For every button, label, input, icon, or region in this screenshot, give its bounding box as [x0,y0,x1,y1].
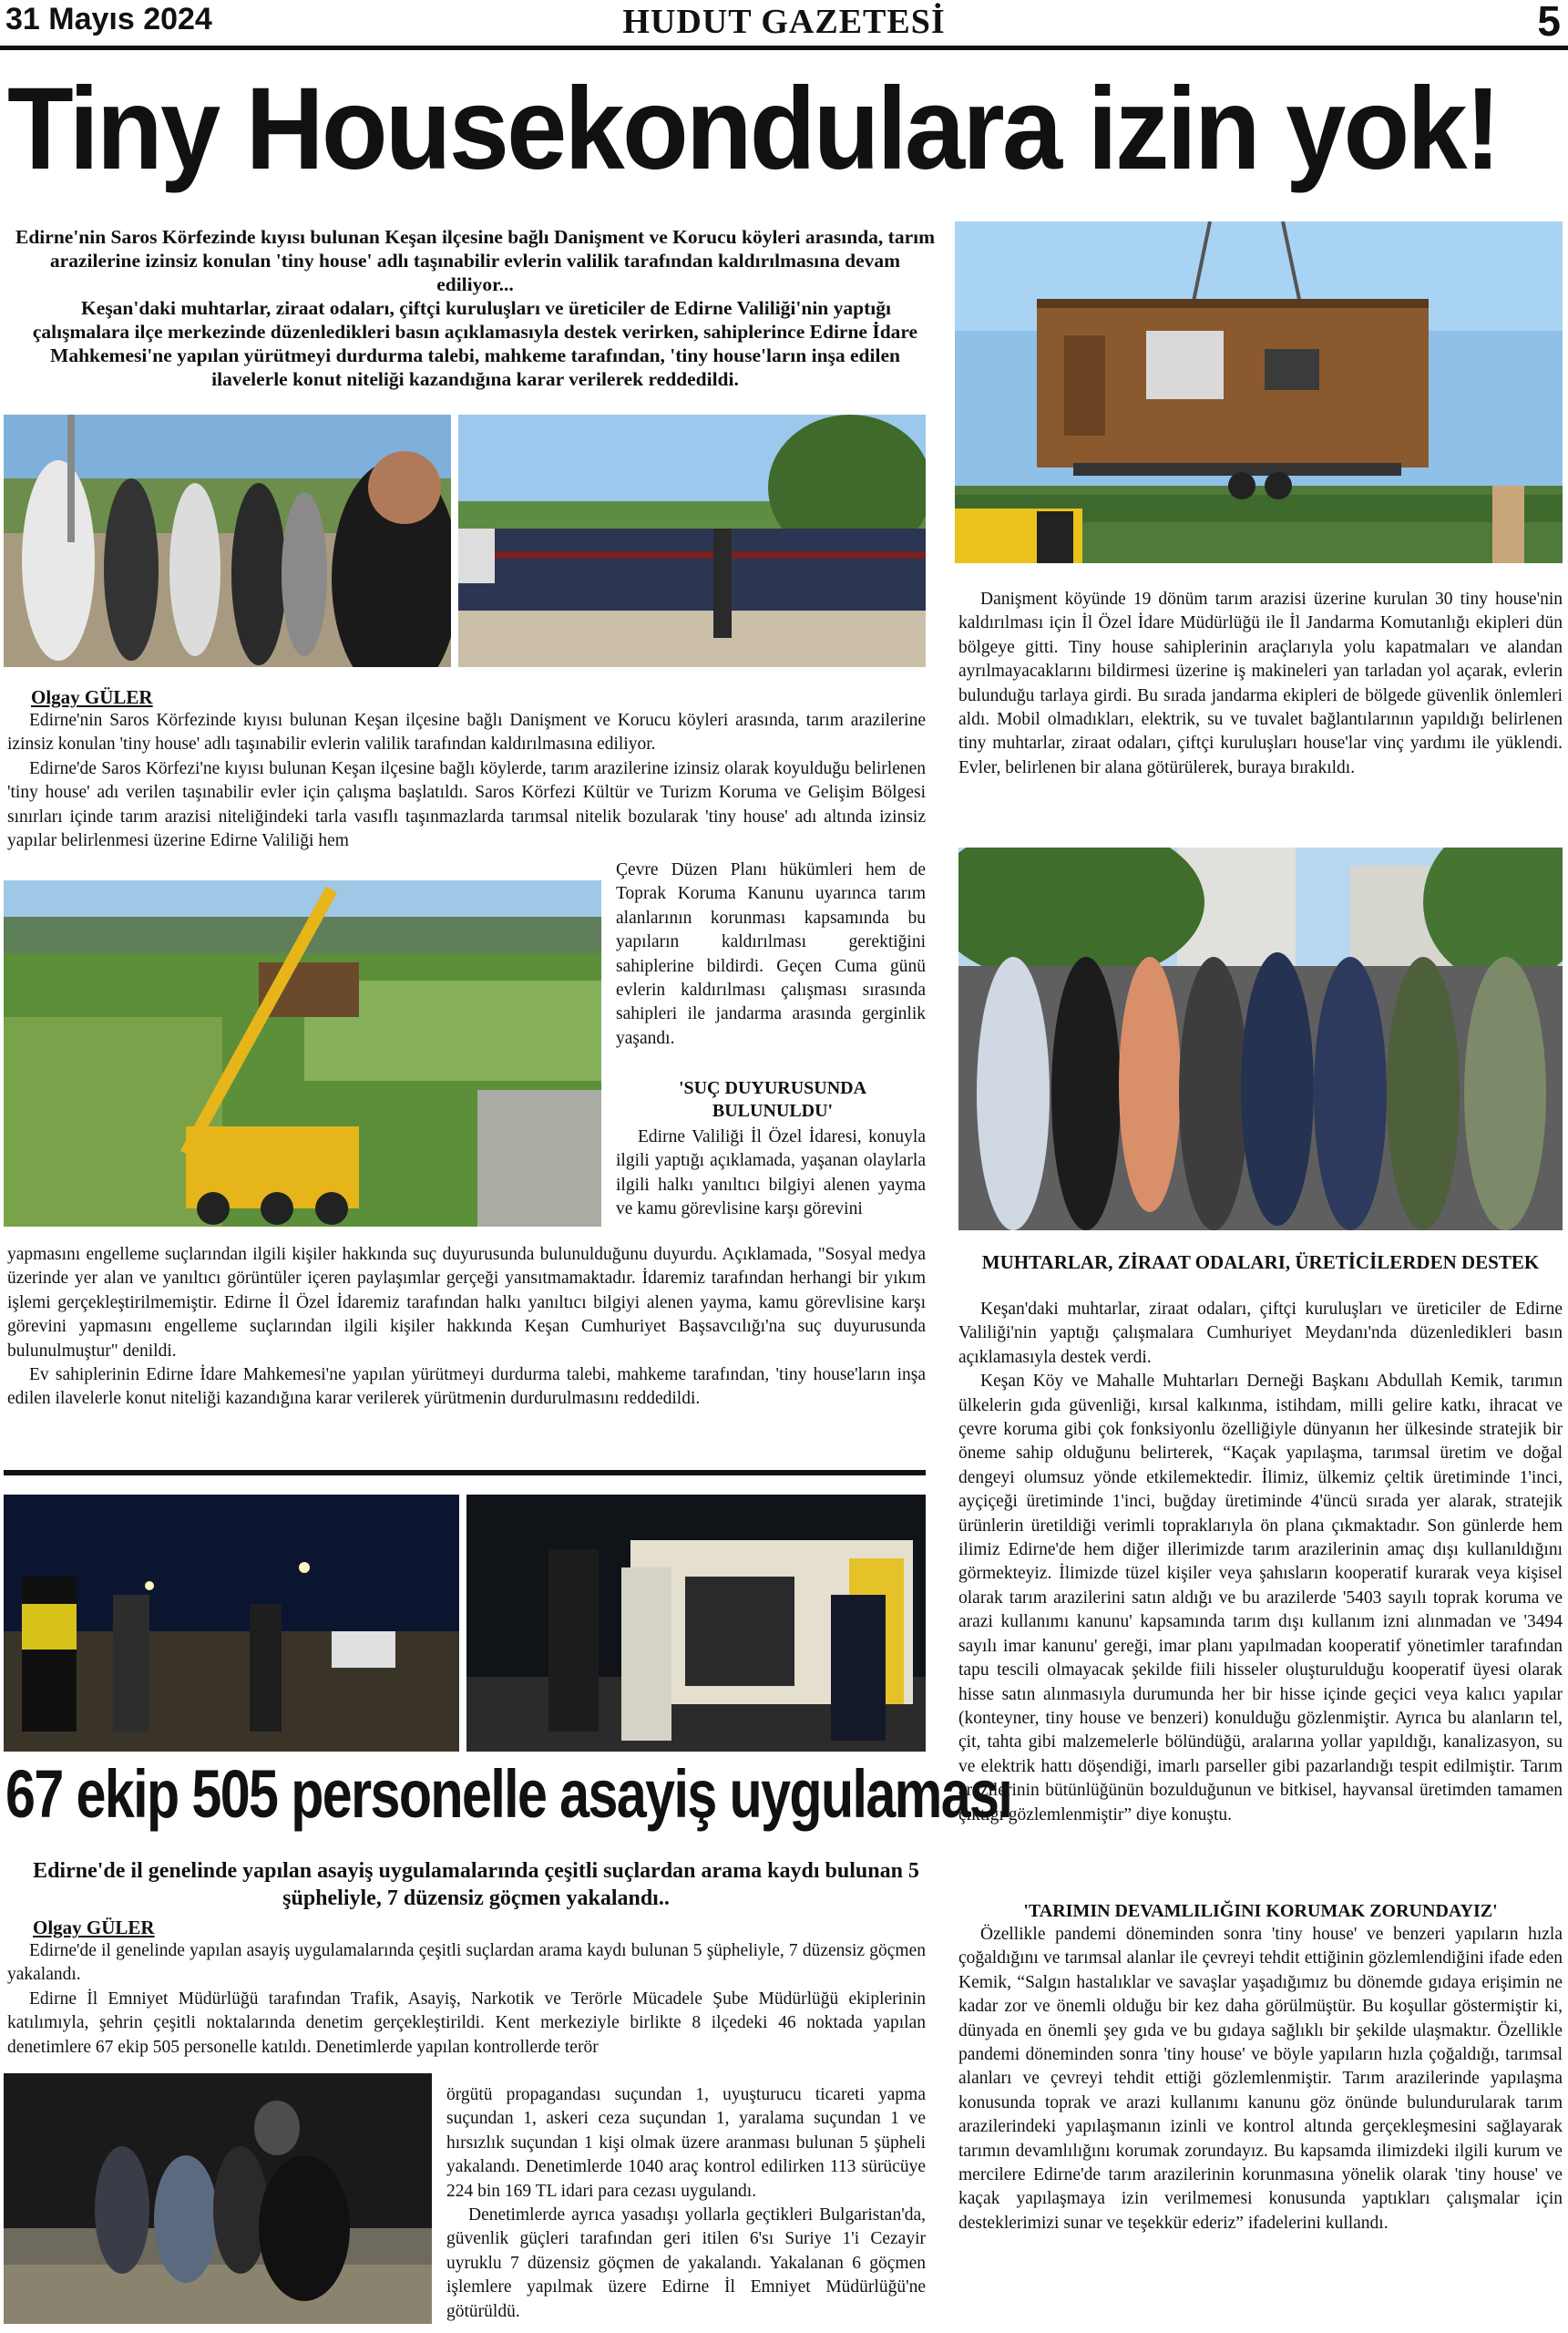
header-rule [0,46,1568,50]
body-paragraph: Keşan Köy ve Mahalle Muhtarları Derneği Başkanı Abdullah Kemik, tarımın ülkelerin gıda güvenliği, kırsal kalkınma, istihdam, milli gelire katkı, ihracat ve çevre koruma gibi çok fonksiyonlu özelliğiyle dünyanın her ülkesinde stratejik bir öneme sahip olduğunu belirterek, “Kaçak yapılaşma, tarımsal üretim ve doğal dengeyi olumsuz yönde etkilemektedir. İlimiz, ülkemiz çeltik üretiminde 1'inci, ayçiçeği üretiminde 1'inci, buğday üretiminde 4'üncü sırada yer alarak, stratejik ürünlerin üretildiği verimli topraklarıyla ön plana çıkmaktadır. Son günlerde hem ilimiz Edirne'de hem diğer illerimizde tarım arazilerinin amaç dışı kullanıldığını görmekteyiz. İlimizde tüzel kişiler veya şahısların kooperatif kurarak veya kişisel olarak tarım arazilerini satın aldığı ve bu arazilerde '5403 sayılı toprak koruma ve arazi kullanımı kanunu' kapsamında tarım dışı kullanım izni alınmadan ve '3494 sayılı imar kanunu' gereği, imar planı yapılmadan kooperatif yönetimler tarafından tapu tescili olmayacak şekilde fiili hisseler oluşturulduğu kooperatif üyesi olarak hisse satın alınmasıyla durumunda her bir hisse içinde geçici veya kalıcı yapılar (konteyner, tiny house ve benzeri) konulduğu gözlenmiştir. Ayrıca bu alanların tel, çit, tahta gibi malzemelerle bölündüğü, aralarına yollar yapıldığı, kanalizasyon, su ve elektrik hattı döşendiği, imarlı parseller gibi pazarlandığı tespit edilmiştir. Tarım arazilerinin bütünlüğünün bozulduğunun ve bitkisel, hayvansal üretimden tamamen çıktığı gözlemlenmiştir” diye konuştu. [958,1372,1563,1824]
article-lead [13,225,938,391]
second-headline: 67 ekip 505 personelle asayiş uygulaması [5,1756,1012,1832]
section-subhead: MUHTARLAR, ZİRAAT ODALARI, ÜRETİCİLERDEN DESTEK [981,1251,1540,1273]
photo-night-inspection [466,1495,926,1752]
second-article-body [7,1939,926,2060]
body-paragraph: yapmasını engelleme suçlarından ilgili kişiler hakkında suç duyurusunda bulunulduğunu duyurdu. Açıklamada, "Sosyal medya üzerinde yer alan ve yanıltıcı görüntüler içeren paylaşımlar gerçeği yansıtmamaktadır. İdaremiz tarafından herhangi bir yıkım işlemi gerçekleştirilmemiştir. Edirne İl Özel İdaremiz tarafından halkı yanıltıcı bilgiyi alenen yayma, kamu görevlisine karşı görevini yapmasını engelleme suçlarından ilgili kişiler hakkında Keşan Cumhuriyet Başsavcılığı'na suç duyurusunda bulunulmuştur" denildi. [7,1245,926,1361]
main-headline: Tiny Housekondulara izin yok! [7,64,1499,194]
photo-gendarmerie-line [458,415,926,667]
body-paragraph: Edirne'de il genelinde yapılan asayiş uygulamalarında çeşitli suçlardan arama kaydı bulunan 5 şüpheliyle, 7 düzensiz göçmen yakalandı. [7,1941,926,1985]
photo-tiny-house-lift [955,221,1563,563]
right-column-body [958,588,1563,780]
newspaper-name: HUDUT GAZETESİ [622,3,946,41]
photo-crane-truck-field [4,880,601,1227]
article-body [7,1243,926,1412]
body-paragraph: örgütü propagandası suçundan 1, uyuşturucu ticareti yapma suçundan 1, askeri ceza suçundan 1, yaralama suçundan 1 ve hırsızlık suçundan 1 kişi olmak üzere aranması bulunan 5 şüpheli yakalandı. Denetimlerde 1040 araç kontrol edilirken 113 sürücüye 224 bin 169 TL idari para cezası uygulandı. [446,2085,926,2201]
body-paragraph: Çevre Düzen Planı hükümleri hem de Toprak Koruma Kanunu uyarınca tarım alanlarının korunması kapsamında bu yapıların kaldırılması gerektiğini sahiplerine bildirdi. Geçen Cuma günü evlerin kaldırılması çalışması sırasında sahipleri ile jandarma arasında gerginlik yaşandı. [616,860,926,1048]
right-column-body [958,1298,1563,1827]
page-number: 5 [1537,0,1561,45]
article-body-narrow [616,858,926,1051]
right-column-body [958,1923,1563,2235]
lead-paragraph: Edirne'nin Saros Körfezinde kıyısı bulunan Keşan ilçesine bağlı Danişment ve Korucu köyleri arasında, tarım arazilerine izinsiz konulan 'tiny house' adlı taşınabilir evlerin valilik tarafından kaldırılmasına devam ediliyor... [15,226,935,295]
body-paragraph: Edirne'de Saros Körfezi'ne kıyısı bulunan Keşan ilçesine bağlı köylerde, tarım arazilerine izinsiz olarak koyulduğu belirlenen 'tiny house' adı verilen taşınabilir evler için çalışma başlatıldı. Saros Körfezi Kültür ve Turizm Koruma ve Gelişim Bölgesi sınırları içinde tarım arazisi niteliğindeki tarla vasıflı taşınmazlarda tarımsal nitelik bozularak 'tiny house' adı altında izinsiz yapılar belirlenmesi üzerine Edirne Valiliği hem [7,758,926,851]
lead-paragraph: Keşan'daki muhtarlar, ziraat odaları, çiftçi kuruluşları ve üreticiler de Edirne Valiliği'nin yaptığı çalışmalara ilçe merkezinde düzenledikleri basın açıklamasıyla destek verirken, sahiplerince Edirne İdare Mahkemesi'ne yapılan yürütmeyi durdurma talebi, mahkeme tarafından, 'tiny house'ların inşa edilen ilavelerle konut niteliği kazandığına karar verilerek reddedildi. [32,297,918,390]
second-article-lead: Edirne'de il genelinde yapılan asayiş uygulamalarında çeşitli suçlardan arama kaydı bulunan 5 şüpheliyle, 7 düzensiz göçmen yakalandı.. [33,1859,919,1910]
second-article-body-narrow [446,2083,926,2324]
photo-press-statement [958,848,1563,1230]
article-body [7,709,926,853]
photo-migrants-detained [4,2073,432,2324]
body-paragraph: Edirne İl Emniyet Müdürlüğü tarafından Trafik, Asayiş, Narkotik ve Terörle Mücadele Şube Müdürlüğü ekiplerinin katılımıyla, şehrin çeşitli noktalarında denetim gerçekleştirildi. Kent merkeziyle birlikte 8 ilçedeki 46 noktada yapılan denetimlere 67 ekip 505 personelle katıldı. Denetimlerde yapılan kontrollerde terör [7,1989,926,2057]
section-subhead: 'SUÇ DUYURUSUNDA BULUNULDU' [678,1078,867,1121]
body-paragraph: Ev sahiplerinin Edirne İdare Mahkemesi'ne yapılan yürütmeyi durdurma talebi, mahkeme tarafından, 'tiny house'ların inşa edilen ilavelerle konut niteliği kazandığına karar verilerek yürütmenin durdurulmasını reddedildi. [7,1365,926,1409]
photo-protest-crowd [4,415,451,667]
body-paragraph: Edirne'nin Saros Körfezinde kıyısı bulunan Keşan ilçesine bağlı Danişment ve Korucu köyleri arasında, tarım arazilerine izinsiz konulan 'tiny house' adlı taşınabilir evlerin valilik tarafından kaldırılmasına ediliyor. [7,711,926,755]
body-paragraph: Danişment köyünde 19 dönüm tarım arazisi üzerine kurulan 30 tiny house'nin kaldırılması için İl Özel İdare Müdürlüğü ile İl Jandarma Komutanlığı ekipleri dün bölgeye gitti. Tiny house sahiplerinin araçlarıyla yolu kapatmaları ve alandan ayrılmayacaklarını bildirmesi üzerine iş makineleri yan tarladan yol açarak, evlerin bulunduğu tarlaya girdi. Bu sırada jandarma ekipleri de bölgede güvenlik önlemleri aldı. Mobil olmadıkları, elektrik, su ve tuvalet bağlantılarının yapıldığı belirlenen tiny muhtarlar, ziraat odaları, çiftçi kuruluşları house'lar vinç yardımı ile yüklendi. Evler, belirlenen bir alana götürülerek, buraya bırakıldı. [958,590,1563,777]
article-body-narrow [616,1125,926,1222]
second-article-byline: Olgay GÜLER [33,1917,155,1938]
body-paragraph: Keşan'daki muhtarlar, ziraat odaları, çiftçi kuruluşları ve üreticiler de Edirne Valiliği'nin yaptığı çalışmalara Cumhuriyet Meydanı'nda düzenledikleri basın açıklamasıyla destek verdi. [958,1300,1563,1367]
body-paragraph: Özellikle pandemi döneminden sonra 'tiny house' ve benzeri yapıların hızla çoğaldığını ve tarımsal alanlar ile çevreyi tehdit ettiğinin gözlemlendiğini ifade eden Kemik, “Salgın hastalıklar ve savaşlar yaşadığımız bu dönemde gıdaya erişimin ne kadar zor ve önemli olduğu bir kez daha görülmüştür. Bu koşullar göstermiştir ki, dünyada en önemli şey gıda ve bu gıdaya sağlıklı bir şekilde ulaşmaktır. Özellikle pandemi döneminden sonra 'tiny house' ve böyle yapıların hızla çoğaldığı, tarımsal alanları ve çevreyi tehdit ettiği gözlemlenmiştir. Tarım arazilerinde yapılaşma konusunda toprak ve arazi kullanımı kanunu göz önünde bulundurularak tarım arazilerindeki yapılaşmanın izinli ve kontrol altında gerçekleşmesini sağlayarak tarımın devamlılığını korumak zorundayız. Bu kapsamda ilimizdeki ilgili kurum ve mercilere Edirne'de tarım arazilerinin korunmasına yönelik olarak 'tiny house' ve kaçak yapılaşmaya izin verilmemesi konusunda yaptıkları çalışmalar için desteklerimizi sunar ve teşekkür ederiz” ifadelerini kullandı. [958,1925,1563,2233]
photo-night-checkpoint [4,1495,459,1752]
section-subhead: 'TARIMIN DEVAMLILIĞINI KORUMAK ZORUNDAYIZ' [1023,1901,1498,1921]
article-separator [4,1470,926,1475]
article-byline: Olgay GÜLER [31,686,153,708]
body-paragraph: Edirne Valiliği İl Özel İdaresi, konuyla ilgili yaptığı açıklamada, yaşanan olaylarla ilgili halkı yanıltıcı bilgiyi alenen yayma ve kamu görevlisine karşı görevini [616,1127,926,1219]
body-paragraph: Denetimlerde ayrıca yasadışı yollarla geçtikleri Bulgaristan'da, güvenlik güçleri tarafından geri itilen 6'sı Suriye 1'i Cezayir uyruklu 7 düzensiz göçmen de yakalandı. Yakalanan 6 göçmen işlemlere yapılmak üzere Edirne İl Emniyet Müdürlüğü'ne götürüldü. [446,2205,926,2321]
issue-date: 31 Mayıs 2024 [5,2,212,36]
